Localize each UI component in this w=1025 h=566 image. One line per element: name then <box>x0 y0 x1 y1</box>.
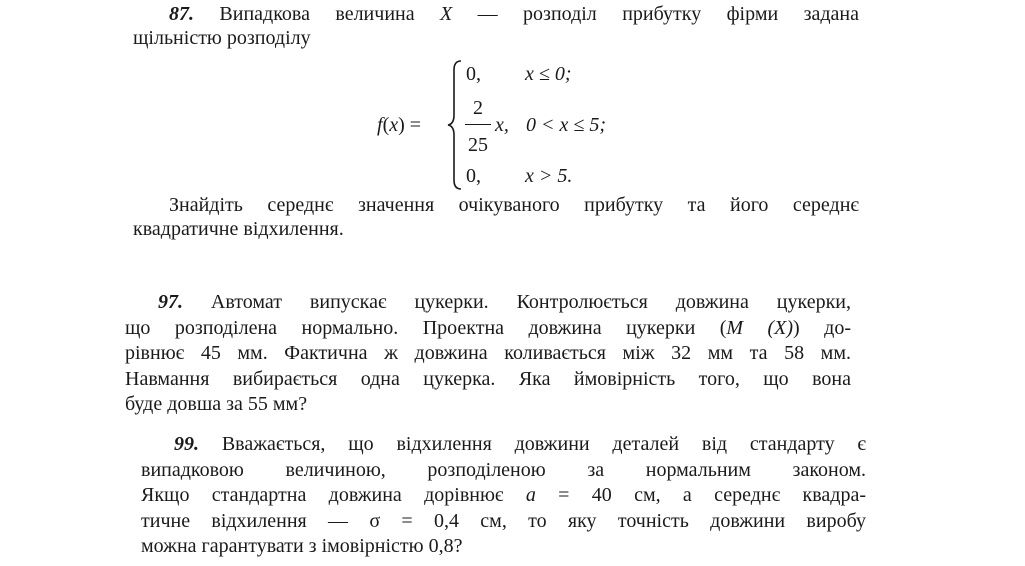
problem-97-line-1: 97. Автомат випускає цукерки. Контролюється довжина цукерки, <box>158 291 851 313</box>
case-2-condition: 0 < x ≤ 5; <box>526 114 607 136</box>
problem-97-number: 97. <box>158 291 183 313</box>
problem-97-line-2: що розподілена нормально. Проектна довжина цукерки (M (X)) до- <box>125 316 851 339</box>
problem-87-line-1: 87. Випадкова величина X — розподіл прибутку фірми задана <box>169 3 859 25</box>
problem-87-question <box>133 193 859 241</box>
problem-97-line-4: Навмання вибирається одна цукерка. Яка ймовірність того, що вона <box>125 367 851 390</box>
density-formula <box>0 0 1025 200</box>
case-3-condition: x > 5. <box>525 165 573 187</box>
problem-97 <box>125 290 851 418</box>
problem-99-line-5: можна гарантувати з імовірністю 0,8? <box>141 535 463 557</box>
problem-99-number: 99. <box>174 433 199 455</box>
fraction-bar <box>465 124 491 125</box>
problem-99-line-2: випадковою величиною, розподіленою за нормальним законом. <box>141 458 866 481</box>
case-2-numerator: 2 <box>473 97 483 119</box>
problem-87-question-line-2: квадратичне відхилення. <box>133 218 344 240</box>
case-2-variable: x, <box>495 114 509 136</box>
problem-87-line-2: щільністю розподілу <box>133 27 311 49</box>
case-1-value: 0, <box>466 63 481 85</box>
formula-brace <box>447 60 463 190</box>
problem-97-line-5: буде довша за 55 мм? <box>125 393 308 415</box>
formula-lhs: f(x) = <box>377 114 422 136</box>
problem-99 <box>141 432 866 560</box>
problem-99-line-3: Якщо стандартна довжина дорівнює a = 40 см, а середнє квадра- <box>141 484 867 506</box>
problem-87-question-line-1: Знайдіть середнє значення очікуваного прибутку та його середнє <box>169 194 859 216</box>
case-1-condition: x ≤ 0; <box>525 63 572 85</box>
problem-97-line-3: рівнює 45 мм. Фактична ж довжина коливається між 32 мм та 58 мм. <box>125 342 851 364</box>
case-3-value: 0, <box>466 165 481 187</box>
case-2-denominator: 25 <box>468 134 488 156</box>
problem-99-line-4: тичне відхилення — σ = 0,4 см, то яку точність довжини виробу <box>141 509 866 532</box>
problem-99-line-1: 99. Вважається, що відхилення довжини деталей від стандарту є <box>174 433 866 455</box>
problem-87-number: 87. <box>169 3 194 25</box>
